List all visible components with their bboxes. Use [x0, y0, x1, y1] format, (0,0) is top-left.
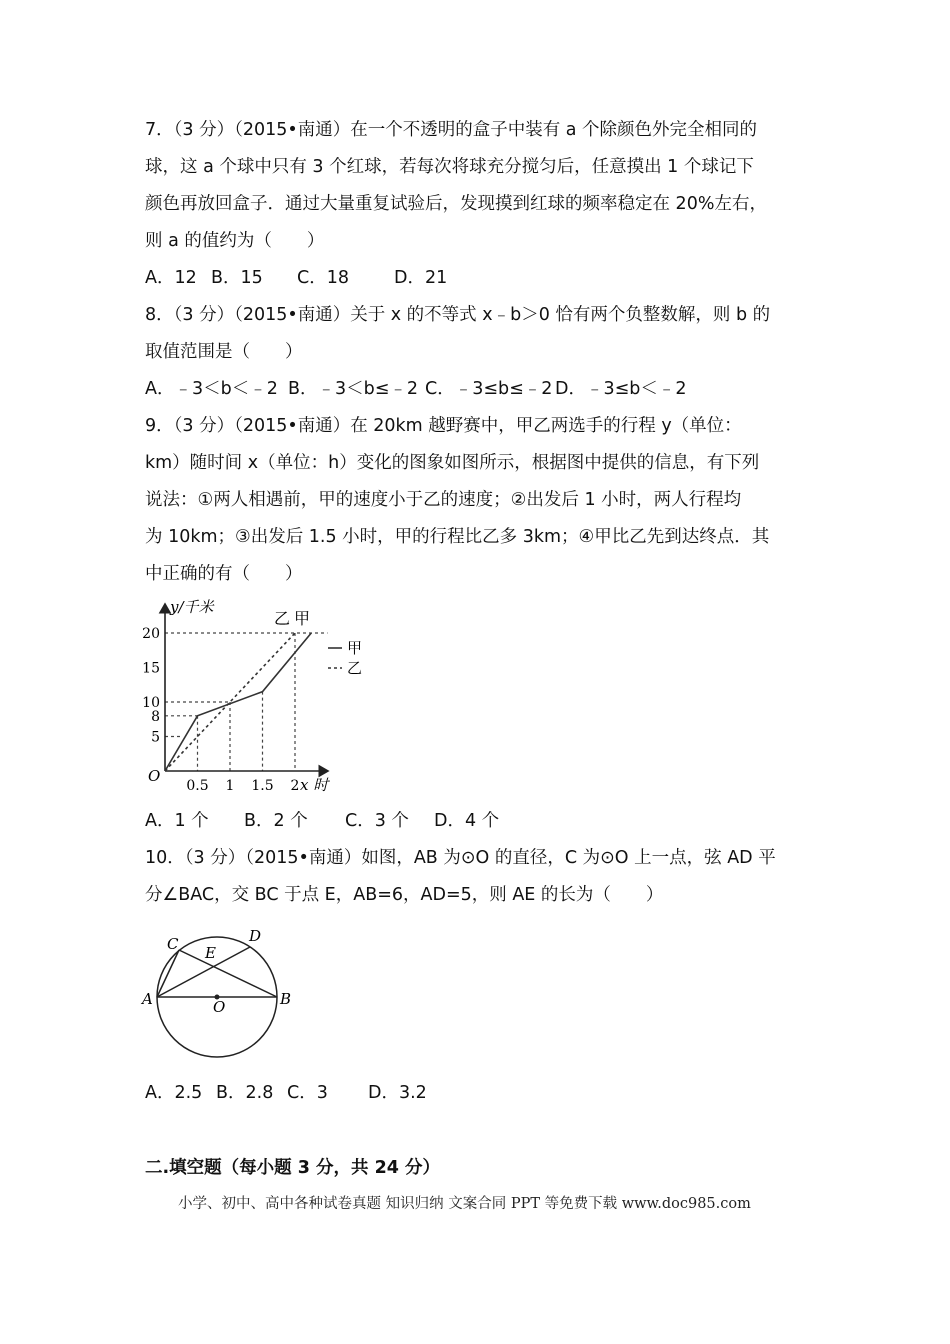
q8-option-b: B．﹣3＜b≤﹣2: [288, 379, 419, 399]
series-line-jia: [165, 633, 311, 771]
q10-option-d: D．3.2: [368, 1083, 427, 1103]
q7-option-b: B．15: [211, 268, 263, 288]
q7-line-2: 球，这 a 个球中只有 3 个红球，若每次将球充分搅匀后，任意摸出 1 个球记下: [145, 157, 754, 177]
x-tick-label: 0.5: [186, 778, 209, 794]
legend-label-yi: 乙: [347, 659, 363, 677]
q7-line-3: 颜色再放回盒子．通过大量重复试验后，发现摸到红球的频率稳定在 20%左右，: [145, 194, 767, 214]
q8-option-a: A．﹣3＜b＜﹣2: [145, 379, 278, 399]
distance-time-chart: [140, 596, 380, 801]
y-tick-label: 10: [142, 695, 160, 711]
q10-option-b: B．2.8: [216, 1083, 274, 1103]
q7-line-1: 7．（3 分）（2015•南通）在一个不透明的盒子中装有 a 个除颜色外完全相同的: [145, 120, 758, 140]
y-tick-label: 5: [151, 729, 160, 746]
x-axis-label: x 时: [300, 776, 329, 794]
q7-option-a: A．12: [145, 268, 197, 288]
q10-options: [145, 1081, 427, 1105]
label-d: D: [249, 927, 262, 945]
q9-option-d: D．4 个: [434, 811, 500, 831]
q10-line-2: 分∠BAC，交 BC 于点 E，AB=6，AD=5，则 AE 的长为（ ）: [145, 885, 664, 905]
q8-line-2: 取值范围是（ ）: [145, 342, 303, 362]
label-b: B: [280, 990, 292, 1008]
label-a: A: [142, 990, 153, 1008]
x-tick-label: 1: [225, 778, 235, 794]
q7-option-d: D．21: [394, 268, 448, 288]
q8-option-c: C．﹣3≤b≤﹣2: [425, 379, 553, 399]
q9-line-5: 中正确的有（ ）: [145, 564, 303, 584]
label-c: C: [167, 935, 179, 953]
q10-option-c: C．3: [287, 1083, 328, 1103]
label-o: O: [213, 998, 226, 1016]
q7-options: [145, 266, 447, 290]
q9-line-4: 为 10km；③出发后 1.5 小时，甲的行程比乙多 3km；④甲比乙先到达终点．其: [145, 527, 770, 547]
q10-line-1: 10．（3 分）（2015•南通）如图，AB 为⊙O 的直径，C 为⊙O 上一点，弦 AD 平: [145, 848, 776, 868]
top-label-yi: 乙: [274, 609, 291, 628]
q10-option-a: A．2.5: [145, 1083, 203, 1103]
chord-ac: [157, 950, 179, 997]
q8-line-1: 8．（3 分）（2015•南通）关于 x 的不等式 x﹣b＞0 恰有两个负整数解，则 b 的: [145, 305, 771, 325]
q7-line-4: 则 a 的值约为（ ）: [145, 231, 325, 251]
y-tick-label: 15: [142, 660, 160, 677]
q9-line-2: km）随时间 x（单位：h）变化的图象如图所示，根据图中提供的信息，有下列: [145, 453, 760, 473]
q9-option-c: C．3 个: [345, 811, 409, 831]
legend-label-jia: 甲: [347, 639, 363, 657]
q9-option-a: A．1 个: [145, 811, 209, 831]
section-title: 二.填空题（每小题 3 分，共 24 分）: [145, 1158, 441, 1178]
x-tick-label: 2: [290, 778, 300, 794]
origin-label: O: [148, 767, 161, 785]
q9-line-1: 9．（3 分）（2015•南通）在 20km 越野赛中，甲乙两选手的行程 y（单位：: [145, 416, 742, 436]
y-axis-label: y/千米: [170, 598, 214, 616]
top-label-jia: 甲: [294, 609, 311, 628]
y-tick-label: 8: [151, 708, 160, 725]
label-e: E: [205, 944, 216, 962]
q9-line-3: 说法：①两人相遇前，甲的速度小于乙的速度；②出发后 1 小时，两人行程均: [145, 490, 742, 510]
y-tick-label: 20: [142, 626, 160, 642]
q9-option-b: B．2 个: [244, 811, 308, 831]
circle-geometry-figure: [138, 926, 308, 1066]
chord-ad: [157, 947, 250, 997]
q7-option-c: C．18: [297, 268, 349, 288]
x-tick-label: 1.5: [251, 778, 274, 794]
page-footer: 小学、初中、高中各种试卷真题 知识归纳 文案合同 PPT 等免费下载 www.doc985.com: [178, 1196, 751, 1212]
q8-option-d: D．﹣3≤b＜﹣2: [555, 379, 687, 399]
q8-options: [145, 377, 687, 401]
q9-options: [145, 809, 499, 833]
